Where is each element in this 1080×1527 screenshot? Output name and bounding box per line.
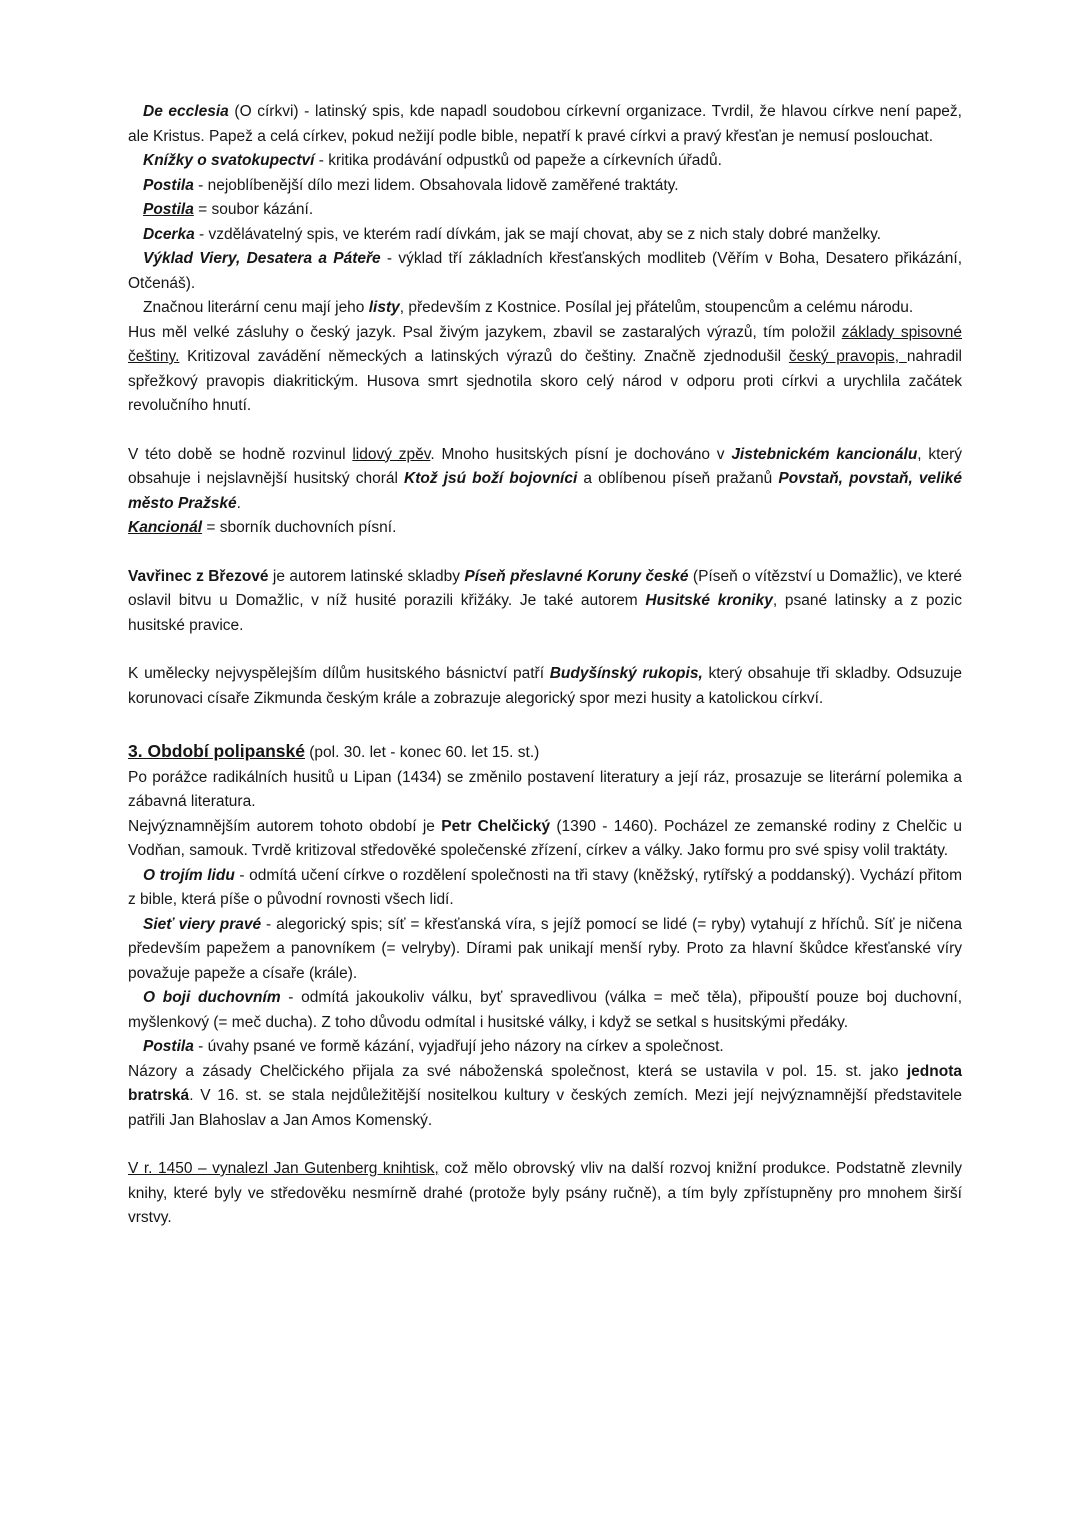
text-run: Ktož jsú boží bojovníci [404, 470, 578, 487]
paragraph-knizky-o-svatokupectvi [128, 149, 962, 174]
text-run: , který obsahuje i nejslavnější husitský chorál [128, 445, 962, 487]
text-run: Hus měl velké zásluhy o český jazyk. Psal živým jazykem, zbavil se zastaralých výrazů, tím položil [128, 323, 842, 341]
text-run: - odmítá učení církve o rozdělení společnosti na tři stavy (kněžský, rytířský a poddanský). Vychází přitom z bible, která píše o původní rovnosti všech lidí. [128, 866, 962, 908]
paragraph-budysinsky-rukopis [128, 662, 962, 711]
paragraph-siet-viery-prave [128, 913, 962, 987]
text-run: který obsahuje tři skladby. Odsuzuje korunovaci císaře Zikmunda českým krále a zobrazuje alegorický spor mezi husity a katolickou církví. [128, 665, 963, 707]
text-run: (1390 - 1460). Pocházel ze zemanské rodiny z Chelčic u Vodňan, samouk. Tvrdě kritizoval středověké společenské zřízení, církev a války. Jako formu pro své spisy volil traktáty. [128, 817, 962, 859]
paragraph-lidovy-zpev [128, 443, 962, 517]
text-run: Postila [143, 176, 194, 194]
text-run: , především z Kostnice. Posílal jej přátelům, stoupencům a celému národu. [399, 299, 914, 316]
text-run: - alegorický spis; síť = křesťanská víra, s jejíž pomocí se lidé (= ryby) vytahují z hříchů. Síť je ničena především papežem a panovníkem (= velryby). Dírami pak unikají menší ryby. Proto za hlavní škůdce křesťanské víry považuje papeže a císaře (krále). [128, 915, 962, 982]
text-run: . [236, 494, 241, 512]
text-run: Petr Chelčický [441, 817, 551, 835]
text-run: - kritika prodávání odpustků od papeže a církevních úřadů. [314, 152, 722, 169]
text-run: - nejoblíbenější dílo mezi lidem. Obsahovala lidově zaměřené traktáty. [193, 176, 679, 194]
text-run: Postila [143, 201, 194, 218]
text-run: Značnou literární cenu mají jeho [143, 299, 369, 316]
text-run: Dcerka [143, 225, 195, 243]
text-run: Postila [143, 1038, 194, 1055]
paragraph-postila-chelcicky [128, 1035, 962, 1060]
text-run: což mělo obrovský vliv na další rozvoj knižní produkce. Podstatně zlevnily knihy, které byly ve středověku nesmírně drahé (protože byly psány ručně), a tím byly zpřístupněny pro mnohem širší vrstvy. [128, 1160, 962, 1226]
paragraph-kancional [128, 516, 962, 541]
paragraph-petr-chelcicky [128, 815, 962, 864]
paragraph-de-ecclesia [128, 100, 962, 149]
section-heading-obdobi-polipanske [128, 739, 962, 766]
text-run: (O církvi) - latinský spis, kde napadl soudobou církevní organizace. Tvrdil, že hlavou církve není papež, ale Kristus. Papež a celá církev, pokud nežijí podle bible, nepatří k pravé církvi a pravý křesťan je nemusí poslouchat. [128, 103, 962, 145]
text-run: - výklad tří základních křesťanských modliteb (Věřím v Boha, Desatero přikázání, Otčenáš). [128, 250, 962, 292]
text-run: je autorem latinské skladby [268, 567, 465, 585]
text-run: 3. Období polipanské [128, 741, 305, 761]
text-run: Vavřinec z Březové [128, 567, 269, 585]
text-run: O trojím lidu [143, 866, 235, 884]
text-run: Knížky o svatokupectví [143, 152, 315, 169]
text-run: De ecclesia [143, 103, 229, 120]
text-run: K umělecky nejvyspělejším dílům husitského básnictví patří [128, 665, 550, 682]
text-run: Povstaň, povstaň, veliké město Pražské [128, 470, 962, 512]
text-run: Kancionál [128, 519, 203, 536]
text-run: . V 16. st. se stala nejdůležitější nositelkou kultury v českých zemích. Mezi její nejvýznamnější představitele patřili Jan Blahoslav a Jan Amos Komenský. [128, 1087, 962, 1129]
text-run: . Mnoho husitských písní je dochováno v [430, 445, 732, 463]
text-run: základy spisovné češtiny. [128, 323, 962, 365]
paragraph-postila [128, 174, 962, 199]
paragraph-postila-definice [128, 198, 962, 223]
text-run: Po porážce radikálních husitů u Lipan (1434) se změnilo postavení literatury a její ráz, prosazuje se literární polemika a zábavná literatura. [128, 768, 962, 810]
text-run: nahradil spřežkový pravopis diakritickým. Husova smrt sjednotila skoro celý národ v odporu proti církvi a urychlila začátek revolučního hnutí. [128, 348, 962, 414]
text-run: lidový zpěv [352, 445, 431, 463]
text-run: listy [368, 299, 400, 316]
text-run: , psané latinsky a z pozic husitské pravice. [128, 592, 963, 634]
paragraph-hus-jazyk [128, 321, 962, 419]
text-run: V této době se hodně rozvinul [128, 445, 353, 463]
text-run: Názory a zásady Chelčického přijala za své náboženská společnost, která se ustavila v pol. 15. st. jako [128, 1062, 907, 1080]
text-run: Sieť viery pravé [143, 915, 262, 933]
text-run: Husitské kroniky [645, 592, 773, 609]
paragraph-gutenberg [128, 1157, 962, 1231]
text-run: V r. 1450 – vynalezl Jan Gutenberg knihtisk, [128, 1160, 439, 1177]
text-run: - odmítá jakoukoliv válku, byť spravedlivou (válka = meč těla), připouští pouze boj duchovní, myšlenkový (= meč ducha). Z toho důvodu odmítal i husitské války, i když se setkal s husitskými předáky. [128, 989, 963, 1031]
paragraph-dcerka [128, 223, 962, 248]
text-run: (Píseň o vítězství u Domažlic), ve které oslavil bitvu u Domažlic, v níž husité porazili křižáky. Je také autorem [128, 567, 962, 609]
text-run: Píseň přeslavné Koruny české [464, 567, 689, 585]
paragraph-vavrinec [128, 565, 962, 639]
text-run: - úvahy psané ve formě kázání, vyjadřují jeho názory na církev a společnost. [193, 1038, 724, 1055]
text-run: Kritizoval zavádění německých a latinských výrazů do češtiny. Značně zjednodušil [179, 348, 789, 365]
paragraph-listy [128, 296, 962, 321]
text-run: Budyšínský rukopis, [549, 665, 703, 682]
text-run: = sborník duchovních písní. [202, 519, 397, 536]
text-run: a oblíbenou píseň pražanů [577, 470, 779, 487]
text-run: (pol. 30. let - konec 60. let 15. st.) [304, 744, 540, 761]
paragraph-vyklad-viery [128, 247, 962, 296]
text-run: jednota bratrská [128, 1062, 962, 1104]
text-run: Výklad Viery, Desatera a Páteře [143, 250, 381, 267]
text-run: Jistebnickém kancionálu [731, 445, 918, 463]
document-body [128, 100, 962, 1231]
paragraph-jednota-bratrska [128, 1060, 962, 1134]
text-run: - vzdělávatelný spis, ve kterém radí dívkám, jak se mají chovat, aby se z nich staly dobré manželky. [194, 225, 882, 243]
paragraph-o-trojim-lidu [128, 864, 962, 913]
paragraph-o-boji-duchovnim [128, 986, 962, 1035]
text-run: O boji duchovním [143, 989, 281, 1006]
text-run: Nejvýznamnějším autorem tohoto období je [128, 817, 442, 835]
text-run: český pravopis, [788, 348, 907, 365]
text-run: = soubor kázání. [193, 201, 314, 218]
paragraph-po-porazce [128, 766, 962, 815]
